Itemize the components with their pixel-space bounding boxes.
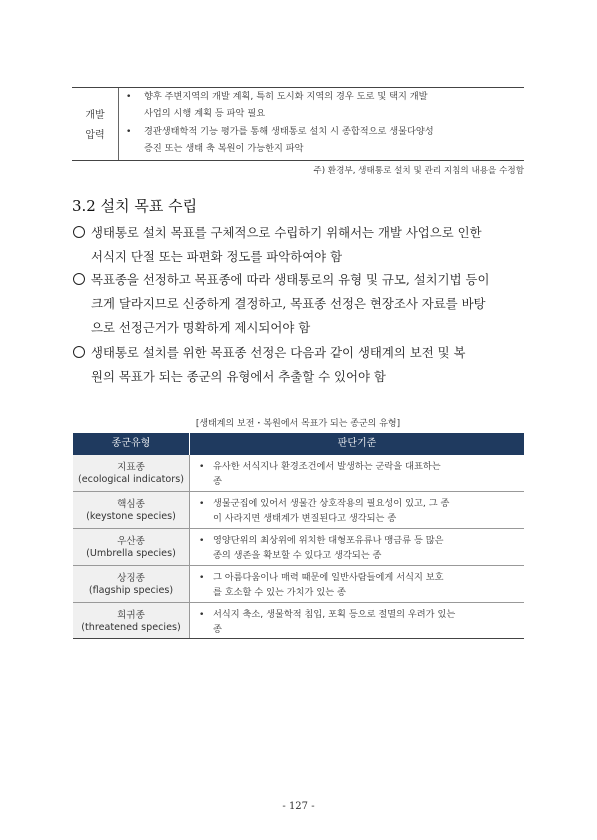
bullet-icon: • — [199, 498, 205, 509]
species-name-en: (threatened species) — [81, 622, 181, 633]
criteria-line1: 생물군집에 있어서 생물간 상호작용의 필요성이 있고, 그 종 — [213, 498, 450, 509]
circle-bullet-icon — [73, 226, 85, 238]
circle-bullet-icon — [73, 273, 85, 285]
criteria-line2: 종 — [213, 476, 222, 487]
top-table-item-2-line1: 경관생태학적 기능 평가를 통해 생태통로 설치 시 종합적으로 생물다양성 — [144, 126, 434, 137]
bullet-icon: • — [126, 126, 132, 137]
top-table-label-line2: 압력 — [85, 130, 105, 141]
paragraph-2-line3: 으로 선정근거가 명확하게 제시되어야 함 — [91, 320, 311, 335]
species-name-ko: 희귀종 — [117, 610, 145, 621]
criteria-line2: 종 — [213, 624, 222, 635]
top-table-label-line1: 개발 — [85, 110, 105, 121]
species-type-cell — [73, 455, 190, 491]
criteria-line2: 종의 생존을 확보할 수 있다고 생각되는 종 — [213, 550, 382, 561]
criteria-line1: 영양단위의 최상위에 위치한 대형포유류나 맹금류 등 많은 — [213, 535, 444, 546]
header-criteria: 판단기준 — [337, 438, 377, 449]
top-table-item-1-line2: 사업의 시행 계획 등 파악 필요 — [144, 108, 266, 119]
species-name-en: (ecological indicators) — [78, 474, 184, 485]
section-heading: 3.2 설치 목표 수립 — [72, 197, 198, 215]
table-header-row — [73, 433, 524, 455]
species-name-ko: 핵심종 — [117, 499, 145, 510]
bullet-icon: • — [199, 535, 205, 546]
bullet-icon: • — [126, 91, 132, 102]
top-table-item-2-line2: 증진 또는 생태 축 복원이 가능한지 파악 — [144, 143, 304, 154]
species-name-ko: 우산종 — [117, 536, 145, 547]
species-name-en: (flagship species) — [88, 585, 174, 596]
bullet-icon: • — [199, 609, 205, 620]
top-table-label-cell — [72, 88, 119, 160]
paragraph-3-line2: 원의 목표가 되는 종군의 유형에서 추출할 수 있어야 함 — [91, 369, 386, 384]
species-name-en: (Umbrella species) — [86, 548, 176, 559]
species-name-ko: 상징종 — [117, 573, 145, 584]
species-type-cell — [73, 566, 190, 602]
table-row — [73, 529, 524, 566]
paragraph-1-line2: 서식지 단절 또는 파편화 정도를 파악하여야 함 — [91, 249, 343, 264]
criteria-line1: 유사한 서식지나 환경조건에서 발생하는 군락을 대표하는 — [213, 461, 441, 472]
paragraph-1-line1: 생태통로 설치 목표를 구체적으로 수립하기 위해서는 개발 사업으로 인한 — [91, 225, 482, 240]
top-table-bottom-rule — [72, 160, 524, 161]
top-table-item-1-line1: 향후 주변지역의 개발 계획, 특히 도시화 지역의 경우 도로 및 택지 개발 — [144, 91, 428, 102]
table-bottom-rule — [73, 638, 524, 639]
criteria-line1: 그 아름다움이나 매력 때문에 일반사람들에게 서식지 보호 — [213, 572, 444, 583]
species-name-en: (keystone species) — [86, 511, 176, 522]
bullet-icon: • — [199, 461, 205, 472]
header-species-type: 종군유형 — [73, 433, 190, 455]
table-row — [73, 603, 524, 639]
species-type-cell — [73, 492, 190, 528]
species-name-ko: 지표종 — [117, 462, 145, 473]
bullet-icon: • — [199, 572, 205, 583]
species-type-cell — [73, 603, 190, 639]
table-caption: [생태계의 보전・복원에서 목표가 되는 종군의 유형] — [195, 419, 401, 429]
paragraph-2-line2: 크게 달라지므로 신중하게 결정하고, 목표종 선정은 현장조사 자료를 바탕 — [91, 296, 486, 311]
species-type-cell — [73, 529, 190, 565]
table-row — [73, 455, 524, 492]
page-number: - 127 - — [282, 801, 315, 812]
paragraph-3-line1: 생태통로 설치를 위한 목표종 선정은 다음과 같이 생태계의 보전 및 복 — [91, 345, 466, 360]
criteria-line2: 를 호소할 수 있는 가치가 있는 종 — [213, 587, 346, 598]
circle-bullet-icon — [73, 346, 85, 358]
criteria-line1: 서식지 축소, 생물학적 침입, 포획 등으로 절멸의 우려가 있는 — [213, 609, 456, 620]
source-note: 주) 환경부, 생태통로 설치 및 관리 지침의 내용을 수정함 — [313, 166, 524, 176]
table-row — [73, 566, 524, 603]
paragraph-2-line1: 목표종을 선정하고 목표종에 따라 생태통로의 유형 및 규모, 설치기법 등이 — [91, 272, 490, 287]
criteria-line2: 이 사라지면 생태계가 변질된다고 생각되는 종 — [213, 513, 397, 524]
table-row — [73, 492, 524, 529]
